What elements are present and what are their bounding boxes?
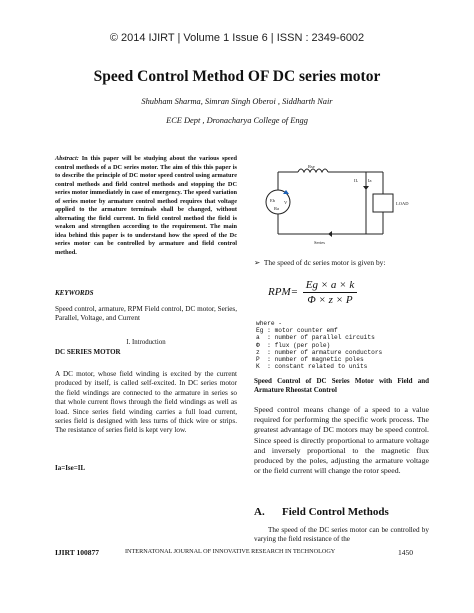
- section-a-paragraph: The speed of the DC series motor can be controlled by varying the field resistance of the: [254, 526, 429, 544]
- section-a-heading: [254, 506, 389, 518]
- label-rse: Rse: [308, 164, 315, 169]
- arrow-icon: ➢: [254, 258, 261, 267]
- footer-id: IJIRT 100877: [55, 548, 99, 557]
- keywords-heading: KEYWORDS: [55, 289, 94, 297]
- paper-affiliation: ECE Dept , Dronacharya College of Engg: [166, 116, 308, 125]
- footer-page: 1450: [398, 548, 413, 557]
- where-line: P : number of magnetic poles: [256, 356, 364, 364]
- speed-control-paragraph: Speed control means change of a speed to a value required for performing the specific work process. The greatest advantage of DC motors may be speed control. Since speed is directly proportional to armature voltage and inversely proportional to the magnetic flux produced by the poles, adjusting the armature voltage or the field current will change the rotor speed.: [254, 405, 429, 476]
- journal-header: © 2014 IJIRT | Volume 1 Issue 6 | ISSN : 2349-6002: [109, 32, 365, 44]
- label-v: V: [284, 200, 288, 205]
- abstract: [55, 155, 237, 257]
- abstract-label: Abstract:: [55, 155, 79, 162]
- paper-authors: Shubham Sharma, Simran Singh Oberoi , Siddharth Nair: [141, 97, 333, 106]
- label-series: Series: [314, 240, 325, 245]
- where-line: Eg : motor counter emf: [256, 327, 338, 335]
- where-line: K : constant related to units: [256, 363, 368, 371]
- formula-denominator: Φ × z × P: [307, 294, 353, 306]
- section-a-letter: A.: [254, 506, 265, 518]
- formula-lhs: RPM=: [268, 286, 299, 299]
- rpm-formula: [268, 279, 357, 306]
- speed-bullet: [254, 258, 385, 267]
- label-il: IL: [354, 178, 359, 183]
- where-list: [256, 320, 382, 370]
- keywords-text: Speed control, armature, RPM Field control, DC motor, Series, Parallel, Voltage, and Current: [55, 305, 237, 323]
- where-line: z : number of armature conductors: [256, 348, 383, 356]
- formula-numerator: Eg × a × k: [303, 279, 357, 293]
- label-ia: Ia: [368, 178, 372, 183]
- formula-fraction: [303, 279, 357, 306]
- label-eb: Eb: [270, 198, 275, 203]
- section-a-title: Field Control Methods: [282, 506, 389, 518]
- figure-caption: Speed Control of DC Series Motor with Field and Armature Rheostat Control: [254, 377, 429, 394]
- section-heading: DC SERIES MOTOR: [55, 348, 121, 356]
- intro-paragraph: A DC motor, whose field winding is excited by the current produced by itself, is called self-excited. In DC series motor the field windings are connected to the armature in series so that whole current flows through the field windings as well as load. Since series field winding carries a full load current, series field is designed with less turns of thick wire or strips. The resistance of series field is kept very low.: [55, 370, 237, 435]
- section-number: I. Introduction: [126, 339, 166, 346]
- where-line: a : number of parallel circuits: [256, 334, 375, 342]
- label-ra: Ra: [274, 206, 279, 211]
- series-motor-circuit-diagram: [258, 160, 418, 248]
- label-load: LOAD: [396, 201, 409, 206]
- footer-journal: INTERNATONAL JOURNAL OF INNOVATIVE RESEARCH IN TECHNOLOGY: [125, 548, 336, 555]
- where-line: where -: [256, 320, 282, 327]
- current-equation: Ia=Ise=IL: [55, 464, 86, 472]
- abstract-text: In this paper will be studying about the various speed control methods of a DC series motor. The aim of this this paper is to describe the principle of DC motor speed control using armature control methods and field control methods and stopping the DC series motor immediately in case of emergency. The speed variation of series motor by armature control method requires that voltage applied to the armature terminals shall be changed, without alternating the field current. In field control method the field is weaken and strengthen according to the requirement. The main idea behind this paper is to understand how the speed of the Dc series motor can be controlled by armature and field control method.: [55, 155, 237, 256]
- speed-bullet-text: The speed of dc series motor is given by:: [263, 258, 386, 267]
- where-line: Φ : flux (per pole): [256, 341, 331, 349]
- paper-title: Speed Control Method OF DC series motor: [93, 68, 381, 85]
